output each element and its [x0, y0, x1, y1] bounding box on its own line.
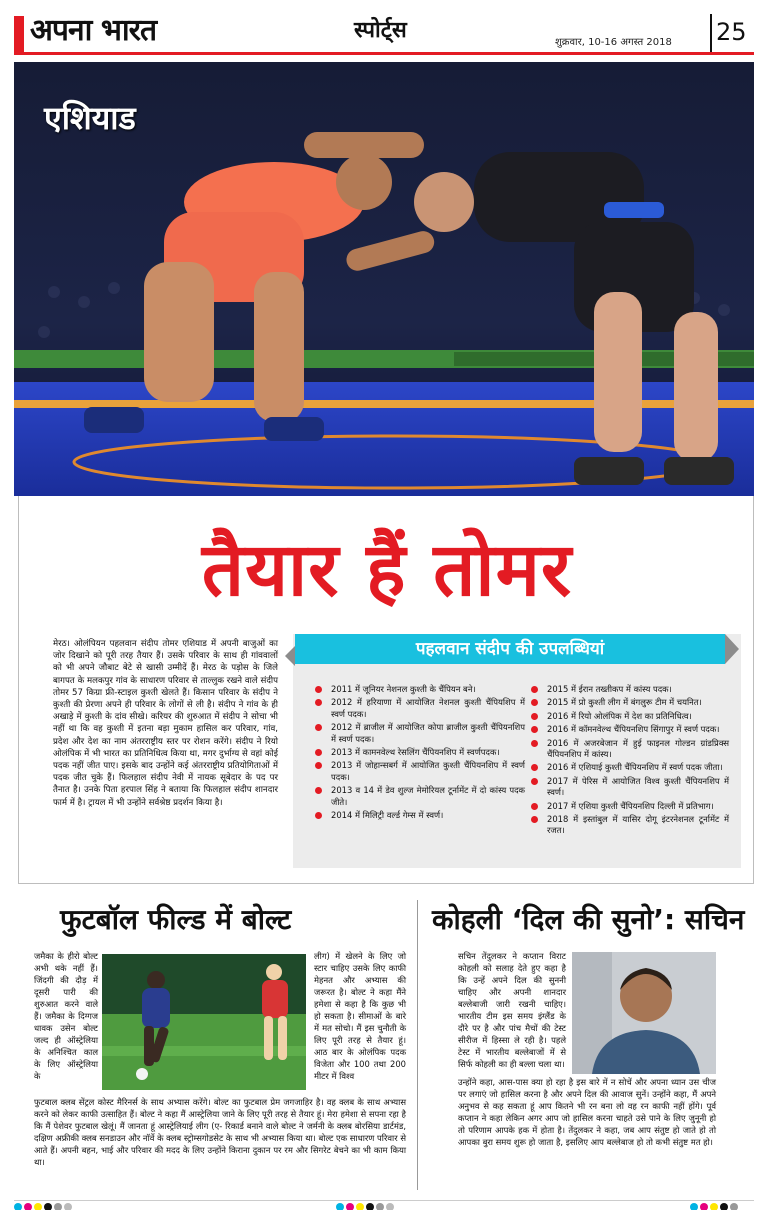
bolt-headline: फुटबॉल फील्ड में बोल्ट — [60, 903, 292, 936]
registration-dots-right — [690, 1196, 740, 1206]
kohli-story-bottom: उन्होंने कहा, आस-पास क्या हो रहा है इस बारे में न सोचें और अपना ध्यान उस चीज पर लगाएं जो हासिल करना है और अपने दिल की आवाज सुनें। उन्होंने कहा, मैं अपने अनुभव से कह सकता हूं आप कितने भी रन बना लो वह रन काफी नहीं होंगे। पूर्व कप्तान ने कहा लेकिन अगर आप जो हासिल करना चाहते उसे पाने के लिए जुनूनी हो तो परिणाम आपके हक में होता है। तेंदुलकर ने कहा, जब आप संतुष्ट हो जाते हो तो आपका बुरा समय शुरू हो जाता है, इसलिए आप बल्लेबाज हो तो कभी संतुष्ट मत हो। — [458, 1077, 716, 1147]
achievement-item: 2017 में पेरिस में आयोजित विश्व कुश्ती चैंपियनशिप में स्वर्ण। — [529, 776, 729, 799]
sachin-photo — [572, 952, 716, 1074]
kohli-headline: कोहली ‘दिल की सुनो’: सचिन — [432, 903, 745, 936]
achievement-item: 2013 व 14 में डेव शुल्ज मेमोरियल टूर्नामेंट में दो कांस्य पदक जीते। — [313, 785, 525, 808]
registration-dots-left — [14, 1196, 74, 1206]
achievement-item: 2013 में कामनवेल्थ रेसलिंग चैंपियनशिप में स्वर्णपदक। — [313, 747, 525, 758]
achievements-title-bar — [295, 634, 739, 664]
achievement-item: 2012 में हरियाणा में आयोजित नेशनल कुश्ती चैंपियशिप में स्वर्ण पदक। — [313, 697, 525, 720]
dateline: शुक्रवार, 10-16 अगस्त 2018 — [555, 37, 672, 48]
achievement-item: 2014 में मिलिट्री वर्ल्ड गेम्स में स्वर्ण। — [313, 810, 525, 821]
bolt-story-bottom: फुटबाल क्लब सेंट्रल कोस्ट मैरिनर्स के साथ अभ्यास करेंगे। बोल्ट का फुटबाल प्रेम जगजाहिर है। वह क्लब के साथ अभ्यास करने को लेकर काफी उत्साहित हैं। बोल्ट ने कहा मैं आस्ट्रेलिया जाने के लिए पूरी तरह से तैयार हूं। मेरा हमेशा से सपना रहा है कि मैं पेशेवर फुटबाल खेलूं। मैं जानता हूं आस्ट्रेलियाई लीग (ए- रिकार्ड बनाने वाले बोल्ट ने जर्मनी के क्लब बोरसिया डार्टमंड, दक्षिण अफ्रीकी क्लब सनडाउन और नॉर्वे के क्लब स्ट्रोम्सगोडसेट के साथ भी अभ्यास किया था। बोल्ट एक साधारण परिवार से आते हैं। अपनी बहन, भाई और परिवार की मदद के लिए उन्होंने किराना दुकान पर रम और सिगरेट बेचने का भी काम किया था। — [34, 1097, 406, 1167]
registration-dots-center — [336, 1196, 396, 1206]
title-ribbon-left — [285, 646, 295, 666]
achievement-item: 2016 में एशियाई कुश्ती चैंपियनशिप में स्वर्ण पदक जीता। — [529, 762, 729, 773]
bolt-story-col2: लीग) में खेलने के लिए जो स्टार चाहिए उसके लिए काफी मेहनत और अभ्यास की जरूरत है। बोल्ट ने कहा मैंने हमेशा से कहा है कि कुछ भी हो सकता है। सीमाओं के बारे में मत सोचो। मैं इस चुनौती के लिए पूरी तरह से तैयार हूं। आठ बार के ओलंपिक पदक विजेता और 100 तथा 200 मीटर में विश्व — [314, 951, 406, 1081]
kohli-story-col1: सचिन तेंदुलकर ने कप्तान विराट कोहली को सलाह देते हुए कहा है कि उन्हें अपने दिल की सुननी चाहिए और अपनी शानदार बल्लेबाजी जारी रखनी चाहिए। भारतीय टीम इस समय इंग्लैंड के दौरे पर है और पांच मैचों की टेस्ट सीरीज में हिस्सा ले रही है। पहले टेस्ट में भारतीय बल्लेबाजों में से सिर्फ कोहली का ही बल्ला चला था। — [458, 951, 566, 1069]
bolt-story-col1: जमैका के हीरो बोल्ट अभी थके नहीं हैं। जिंदगी की दौड़ में दूसरी पारी की शुरुआत करने वाले हैं। जमैका के दिग्गज धावक उसेन बोल्ट जल्द ही ऑस्ट्रेलिया के अनिश्चित काल के लिए ऑस्ट्रेलिया के — [34, 951, 98, 1081]
hero-photo — [14, 62, 754, 496]
achievement-item: 2013 में जोहान्सबर्ग में आयोजित कुश्ती चैंपियनशिप में स्वर्ण पदक। — [313, 760, 525, 783]
achievement-item: 2018 में इस्तांबुल में यासिर दोगू इंटरनेशनल टूर्नामेंट में रजत। — [529, 814, 729, 837]
achievement-item: 2011 में जूनियर नेशनल कुश्ती के चैंपियन बने। — [313, 684, 525, 695]
section-title: स्पोर्ट्स — [354, 18, 407, 43]
achievements-panel — [293, 634, 741, 868]
main-story — [18, 496, 754, 884]
page-number: 25 — [716, 18, 747, 46]
portrait-photo — [572, 952, 716, 1074]
masthead-red-bar — [14, 16, 24, 52]
achievements-title: पहलवान संदीप की उपलब्धियां — [295, 634, 725, 664]
achievements-list-right — [529, 684, 729, 839]
achievement-item: 2015 में प्रो कुश्ती लीग में बंगलुरू टीम में चयनित। — [529, 697, 729, 708]
achievement-item: 2016 में कॉमनवेल्थ चैंपियनशिप सिंगापुर में स्वर्ण पदक। — [529, 724, 729, 735]
brand-logo: अपना भारत — [30, 13, 157, 48]
kicker-label: एशियाड — [44, 99, 136, 137]
title-ribbon-right — [725, 634, 739, 664]
main-headline: तैयार हैं तोमर — [201, 527, 573, 613]
column-divider — [417, 900, 418, 1190]
achievement-item: 2017 में एशिया कुश्ती चैंपियनशिप दिल्ली में प्रतिभाग। — [529, 801, 729, 812]
achievements-list-left — [313, 684, 525, 823]
football-photo — [102, 954, 306, 1090]
bolt-photo — [102, 954, 306, 1090]
main-story-body: मेरठ। ओलंपियन पहलवान संदीप तोमर एशियाड में अपनी बाजुओं का जोर दिखाने को पूरी तरह तैयार हैं। उसके परिवार के साथ ही गांववालों को भी अपने जौबाट बेटे से खासी उम्मीदें हैं। मेरठ के पड़ोस के जिले बागपत के मलकपुर गांव के साधारण परिवार से ताल्लुक रखने वाले संदीप तोमर 57 किग्रा फ्री-स्टाइल कुश्ती खेलते हैं। किसान परिवार के संदीप ने कुश्ती की प्रेरणा अपने ही परिवार के लोगों से ली है। संदीप ने गांव के ही अखाड़े में कुश्ती के दांव सीखे। करियर की शुरुआत में संदीप ने सोचा भी नहीं था कि वह कुश्ती में इतना बड़ा मुकाम हासिल कर परिवार, गांव, प्रदेश और देश का नाम अंतरराष्ट्रीय स्तर पर रोशन करेंगे। संदीप ने रियो ओलंपिक में भी भारत का प्रतिनिधित्व किया था, मगर दुर्भाग्य से वहां कोई पदक नहीं जीत पाए। इसके बाद उन्होंने कई अंतरराष्ट्रीय प्रतियोगिताओं में पदक जीत चुके हैं। फिलहाल संदीप नेवी में नायक सूबेदार के पद पर तैनात है। उनके पिता हरपाल सिंह ने बताया कि फिलहाल संदीप शानदार फार्म में है। ट्रायल में भी उन्होंने सर्वश्रेष्ठ प्रदर्शन किया है। — [53, 639, 278, 808]
masthead — [0, 0, 768, 58]
achievement-item: 2016 में रियो ओलंपिक में देश का प्रतिनिधित्व। — [529, 711, 729, 722]
achievement-item: 2015 में ईरान तख्तीकप में कांस्य पदक। — [529, 684, 729, 695]
achievement-item: 2012 में ब्राजील में आयोजित कोपा ब्राजील कुश्ती चैंपियनशिप में स्वर्ण पदक। — [313, 722, 525, 745]
header-rule — [14, 52, 754, 55]
achievement-item: 2016 में अजरबेजान में हुई फाइनल गोल्डन ग्रांडप्रिक्स चैंपियनशिप में कांस्य। — [529, 738, 729, 761]
page-divider — [710, 14, 712, 52]
